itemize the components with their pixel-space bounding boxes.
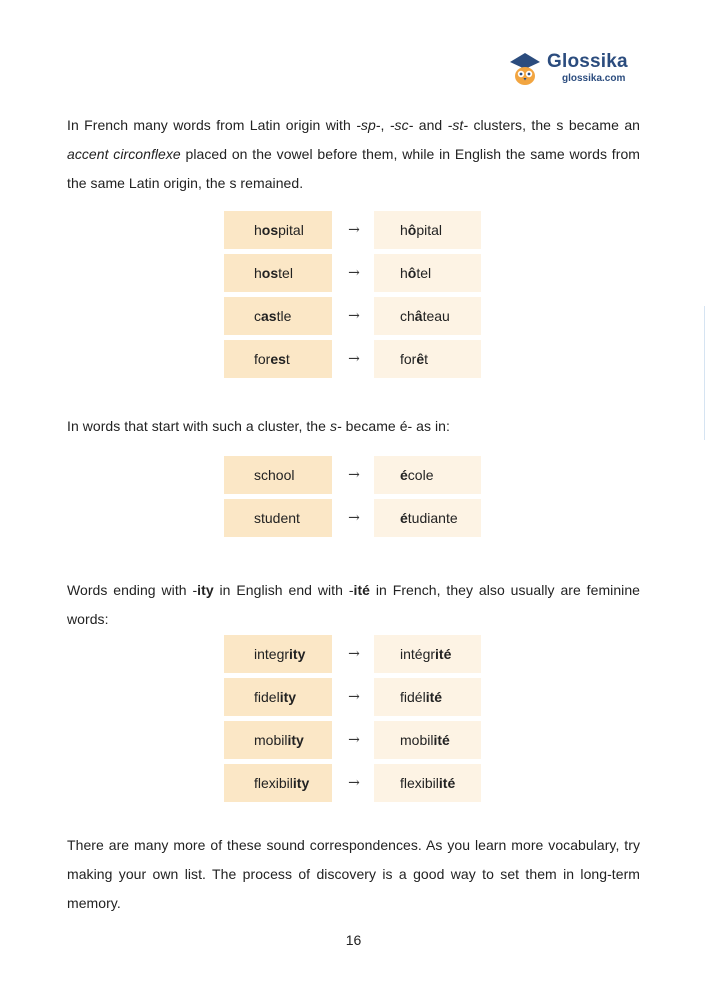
english-word: student	[224, 499, 332, 537]
intro-text-1: In French many words from Latin origin with	[67, 117, 357, 133]
intro-text-2: ,	[380, 117, 390, 133]
french-word: étudiante	[374, 499, 481, 537]
right-arrow-icon: →	[348, 308, 360, 324]
french-word: mobilité	[374, 721, 481, 759]
table-row	[224, 211, 481, 249]
french-word: fidélité	[374, 678, 481, 716]
outro-paragraph: There are many more of these sound correspondences. As you learn more vocabulary, try making your own list. The process of discovery is a good way to set them in long-term memory.	[67, 837, 640, 911]
right-arrow-icon: →	[348, 265, 360, 281]
table-row	[224, 721, 481, 759]
table-circumflex	[224, 211, 481, 383]
french-word: école	[374, 456, 481, 494]
french-word: château	[374, 297, 481, 335]
english-word: mobility	[224, 721, 332, 759]
french-word: intégrité	[374, 635, 481, 673]
english-word: forest	[224, 340, 332, 378]
english-word: flexibility	[224, 764, 332, 802]
table-row	[224, 678, 481, 716]
divider	[704, 306, 705, 440]
intro-sp: -sp-	[356, 117, 381, 133]
intro-paragraph	[67, 111, 640, 198]
french-word: hôtel	[374, 254, 481, 292]
table-row	[224, 499, 481, 537]
table-row	[224, 297, 481, 335]
french-word: forêt	[374, 340, 481, 378]
right-arrow-icon: →	[348, 467, 360, 483]
right-arrow-icon: →	[348, 732, 360, 748]
ity-text-2: in English end with -	[213, 582, 354, 598]
right-arrow-icon: →	[348, 646, 360, 662]
table-ity	[224, 635, 481, 807]
ity-bold-fr: ité	[353, 582, 371, 598]
ity-text-3: in French, they also usually are feminine words:	[67, 582, 641, 627]
right-arrow-icon: →	[348, 510, 360, 526]
english-word: fidelity	[224, 678, 332, 716]
french-word: flexibilité	[374, 764, 481, 802]
page-number: 16	[345, 932, 362, 948]
french-word: hôpital	[374, 211, 481, 249]
intro-text-4: clusters, the s became an	[468, 117, 640, 133]
table-row	[224, 456, 481, 494]
logo-url: glossika.com	[562, 73, 626, 84]
table-row	[224, 635, 481, 673]
right-arrow-icon: →	[348, 351, 360, 367]
cluster-s: s-	[329, 418, 342, 434]
intro-sc: -sc-	[389, 117, 414, 133]
english-word: castle	[224, 297, 332, 335]
intro-text-3: and	[413, 117, 448, 133]
cluster-text-2: became é- as in:	[341, 418, 450, 434]
table-row	[224, 254, 481, 292]
english-word: integrity	[224, 635, 332, 673]
table-row	[224, 340, 481, 378]
right-arrow-icon: →	[348, 775, 360, 791]
right-arrow-icon: →	[348, 222, 360, 238]
cluster-text-1: In words that start with such a cluster, the	[67, 418, 330, 434]
cluster-paragraph	[67, 412, 640, 441]
logo-name: Glossika	[547, 51, 628, 72]
glossika-logo	[507, 50, 647, 90]
intro-st: -st-	[447, 117, 469, 133]
ity-bold-en: ity	[197, 582, 214, 598]
intro-accent: accent circonflexe	[67, 146, 181, 162]
right-arrow-icon: →	[348, 689, 360, 705]
table-initial-cluster	[224, 456, 481, 542]
ity-text-1: Words ending with -	[67, 582, 198, 598]
english-word: hospital	[224, 211, 332, 249]
english-word: school	[224, 456, 332, 494]
owl-mascot-icon	[507, 50, 543, 86]
intro-text-5: placed on the vowel before them, while in English the same words from the same Latin origin, the s remained.	[67, 146, 640, 191]
english-word: hostel	[224, 254, 332, 292]
table-row	[224, 764, 481, 802]
ity-paragraph	[67, 576, 640, 634]
